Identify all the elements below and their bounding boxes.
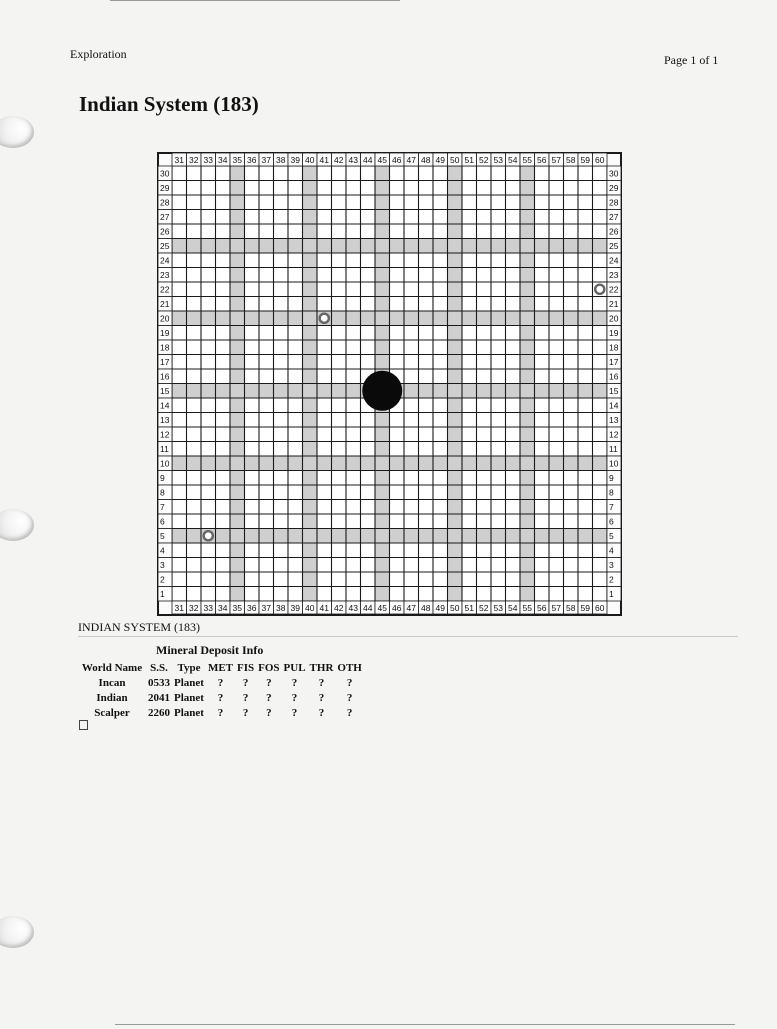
mineral-cell: ? [242, 691, 249, 704]
mineral-header-cell: PUL [283, 661, 306, 674]
mineral-header-cell: THR [309, 661, 334, 674]
mineral-header-cell: Type [177, 661, 201, 674]
col-label-top: 36 [247, 155, 257, 165]
world-icon [595, 285, 604, 294]
row-label-right: 25 [609, 241, 619, 251]
col-label-top: 53 [493, 155, 503, 165]
col-label-bottom: 39 [290, 603, 300, 613]
row-label-right: 15 [609, 386, 619, 396]
col-label-top: 59 [580, 155, 590, 165]
world-name-cell: Indian [96, 691, 128, 704]
col-label-top: 54 [508, 155, 518, 165]
col-label-bottom: 31 [174, 603, 184, 613]
col-label-top: 55 [522, 155, 532, 165]
system-map [156, 152, 619, 613]
col-label-bottom: 47 [406, 603, 416, 613]
col-label-bottom: 44 [363, 603, 373, 613]
binder-hole-bottom [0, 916, 34, 948]
mineral-header-cell: S.S. [150, 661, 168, 674]
mineral-cell: ? [217, 691, 224, 704]
row-label-left: 7 [160, 502, 165, 512]
row-label-left: 13 [160, 415, 170, 425]
scan-edge-top [110, 0, 400, 1]
row-label-left: 10 [160, 458, 170, 469]
row-label-right: 9 [609, 473, 614, 483]
col-label-bottom: 43 [348, 603, 358, 613]
row-label-right: 11 [609, 444, 618, 454]
row-label-left: 20 [160, 313, 170, 324]
row-label-right: 5 [609, 531, 614, 541]
row-label-right: 20 [609, 313, 619, 324]
row-label-right: 17 [609, 357, 619, 367]
row-label-right: 8 [609, 487, 614, 498]
mineral-header-cell: FOS [258, 661, 280, 674]
table-row [78, 690, 364, 705]
row-label-left: 5 [160, 531, 165, 541]
mineral-table-header [78, 660, 364, 675]
col-label-bottom: 58 [566, 603, 576, 613]
mineral-cell: 2041 [148, 691, 170, 704]
row-label-right: 6 [609, 516, 614, 527]
row-label-right: 2 [609, 574, 614, 585]
row-label-right: 30 [609, 168, 619, 179]
page-title: Indian System (183) [79, 92, 259, 116]
mineral-cell: ? [266, 706, 272, 719]
row-label-left: 24 [160, 255, 170, 266]
row-label-left: 17 [160, 357, 170, 367]
world-name-cell: Scalper [94, 706, 130, 719]
row-label-left: 25 [160, 241, 170, 251]
row-label-right: 10 [609, 458, 619, 469]
row-label-left: 1 [160, 589, 165, 599]
mineral-table [78, 660, 364, 720]
mineral-cell: Planet [174, 706, 204, 719]
divider [78, 636, 738, 637]
row-label-right: 23 [609, 270, 619, 280]
mineral-cell: ? [242, 706, 249, 719]
col-label-top: 56 [537, 155, 547, 165]
col-label-bottom: 60 [595, 603, 605, 613]
row-label-left: 16 [160, 371, 170, 382]
checkbox-icon[interactable] [79, 720, 88, 730]
row-label-left: 2 [160, 574, 165, 585]
row-label-right: 29 [609, 183, 619, 193]
col-label-top: 50 [450, 155, 460, 165]
row-label-left: 8 [160, 487, 165, 498]
world-icon [320, 314, 329, 323]
col-label-top: 42 [334, 155, 344, 165]
col-label-top: 41 [319, 155, 329, 165]
mineral-cell: ? [346, 676, 353, 689]
col-label-top: 39 [290, 155, 300, 165]
row-label-left: 29 [160, 183, 170, 193]
col-label-bottom: 57 [551, 603, 561, 613]
row-label-right: 26 [609, 226, 619, 237]
col-label-bottom: 50 [450, 603, 460, 613]
col-label-bottom: 42 [334, 603, 344, 613]
row-label-left: 11 [160, 444, 169, 454]
mineral-cell: ? [318, 691, 325, 704]
col-label-top: 51 [464, 155, 474, 165]
row-label-left: 19 [160, 328, 170, 338]
star-icon [362, 371, 402, 411]
row-label-left: 15 [160, 386, 170, 396]
col-label-top: 45 [377, 155, 387, 165]
mineral-cell: ? [217, 676, 224, 689]
row-label-right: 7 [609, 502, 614, 512]
mineral-cell: ? [291, 676, 298, 689]
col-label-top: 33 [203, 155, 213, 165]
col-label-bottom: 40 [305, 603, 315, 613]
col-label-bottom: 46 [392, 603, 402, 613]
row-label-left: 23 [160, 270, 170, 280]
row-label-right: 19 [609, 328, 619, 338]
row-label-right: 18 [609, 342, 619, 353]
table-row [78, 705, 364, 720]
row-label-right: 12 [609, 429, 619, 440]
mineral-cell: Planet [174, 676, 204, 689]
col-label-bottom: 51 [464, 603, 474, 613]
col-label-bottom: 49 [435, 603, 445, 613]
col-label-top: 34 [218, 155, 228, 165]
col-label-top: 60 [595, 155, 605, 165]
col-label-bottom: 34 [218, 603, 228, 613]
mineral-table-title: Mineral Deposit Info [156, 643, 264, 657]
col-label-top: 35 [232, 155, 242, 165]
header-app-title: Exploration [70, 47, 127, 61]
mineral-header-cell: FIS [237, 661, 255, 674]
binder-hole-middle [0, 509, 34, 541]
system-label: INDIAN SYSTEM (183) [78, 620, 200, 634]
mineral-cell: 2260 [148, 706, 170, 719]
col-label-bottom: 35 [232, 603, 242, 613]
header-page-label: Page 1 of 1 [664, 53, 719, 67]
mineral-header-cell: World Name [81, 661, 143, 674]
mineral-cell: ? [318, 706, 325, 719]
mineral-cell: 0533 [148, 676, 170, 689]
row-label-right: 24 [609, 255, 619, 266]
mineral-info [78, 643, 364, 720]
col-label-bottom: 32 [189, 603, 199, 613]
row-label-left: 30 [160, 168, 170, 179]
mineral-cell: ? [266, 676, 272, 689]
row-label-right: 16 [609, 371, 619, 382]
row-label-left: 6 [160, 516, 165, 527]
col-label-top: 32 [189, 155, 199, 165]
row-label-left: 18 [160, 342, 170, 353]
row-label-right: 22 [609, 284, 619, 295]
col-label-top: 40 [305, 155, 315, 165]
col-label-bottom: 33 [203, 603, 213, 613]
mineral-cell: ? [217, 706, 224, 719]
table-row [78, 675, 364, 690]
col-label-bottom: 38 [276, 603, 286, 613]
col-label-top: 44 [363, 155, 373, 165]
mineral-header-cell: MET [207, 661, 234, 674]
mineral-cell: ? [318, 676, 325, 689]
col-label-top: 47 [406, 155, 416, 165]
row-label-left: 21 [160, 299, 170, 309]
mineral-cell: ? [346, 691, 353, 704]
row-label-right: 1 [609, 589, 614, 599]
binder-hole-top [0, 116, 34, 148]
col-label-top: 37 [261, 155, 271, 165]
row-label-left: 3 [160, 560, 165, 570]
row-label-left: 14 [160, 400, 170, 411]
col-label-top: 38 [276, 155, 286, 165]
mineral-header-cell: OTH [337, 661, 362, 674]
mineral-cell: ? [291, 706, 298, 719]
row-label-left: 4 [160, 545, 165, 556]
row-label-left: 12 [160, 429, 170, 440]
row-label-right: 3 [609, 560, 614, 570]
world-name-cell: Incan [98, 676, 126, 689]
world-icon [204, 531, 213, 540]
col-label-bottom: 36 [247, 603, 257, 613]
mineral-cell: ? [346, 706, 353, 719]
col-label-top: 31 [174, 155, 184, 165]
col-label-top: 52 [479, 155, 489, 165]
col-label-top: 43 [348, 155, 358, 165]
col-label-bottom: 37 [261, 603, 271, 613]
col-label-top: 57 [551, 155, 561, 165]
col-label-bottom: 54 [508, 603, 518, 613]
row-label-left: 26 [160, 226, 170, 237]
row-label-right: 27 [609, 212, 619, 222]
row-label-left: 22 [160, 284, 170, 295]
mineral-cell: ? [291, 691, 298, 704]
mineral-cell: ? [242, 676, 249, 689]
row-label-left: 27 [160, 212, 170, 222]
scan-edge-bottom [115, 1024, 735, 1025]
col-label-bottom: 55 [522, 603, 532, 613]
col-label-bottom: 45 [377, 603, 387, 613]
mineral-cell: ? [266, 691, 272, 704]
col-label-bottom: 52 [479, 603, 489, 613]
col-label-bottom: 41 [319, 603, 329, 613]
row-label-left: 28 [160, 197, 170, 208]
col-label-top: 48 [421, 155, 431, 165]
row-label-right: 21 [609, 299, 619, 309]
col-label-top: 49 [435, 155, 445, 165]
row-label-left: 9 [160, 473, 165, 483]
row-label-right: 13 [609, 415, 619, 425]
row-label-right: 14 [609, 400, 619, 411]
col-label-bottom: 56 [537, 603, 547, 613]
col-label-bottom: 59 [580, 603, 590, 613]
row-label-right: 4 [609, 545, 614, 556]
col-label-bottom: 53 [493, 603, 503, 613]
row-label-right: 28 [609, 197, 619, 208]
mineral-cell: Planet [174, 691, 204, 704]
col-label-top: 58 [566, 155, 576, 165]
col-label-bottom: 48 [421, 603, 431, 613]
col-label-top: 46 [392, 155, 402, 165]
